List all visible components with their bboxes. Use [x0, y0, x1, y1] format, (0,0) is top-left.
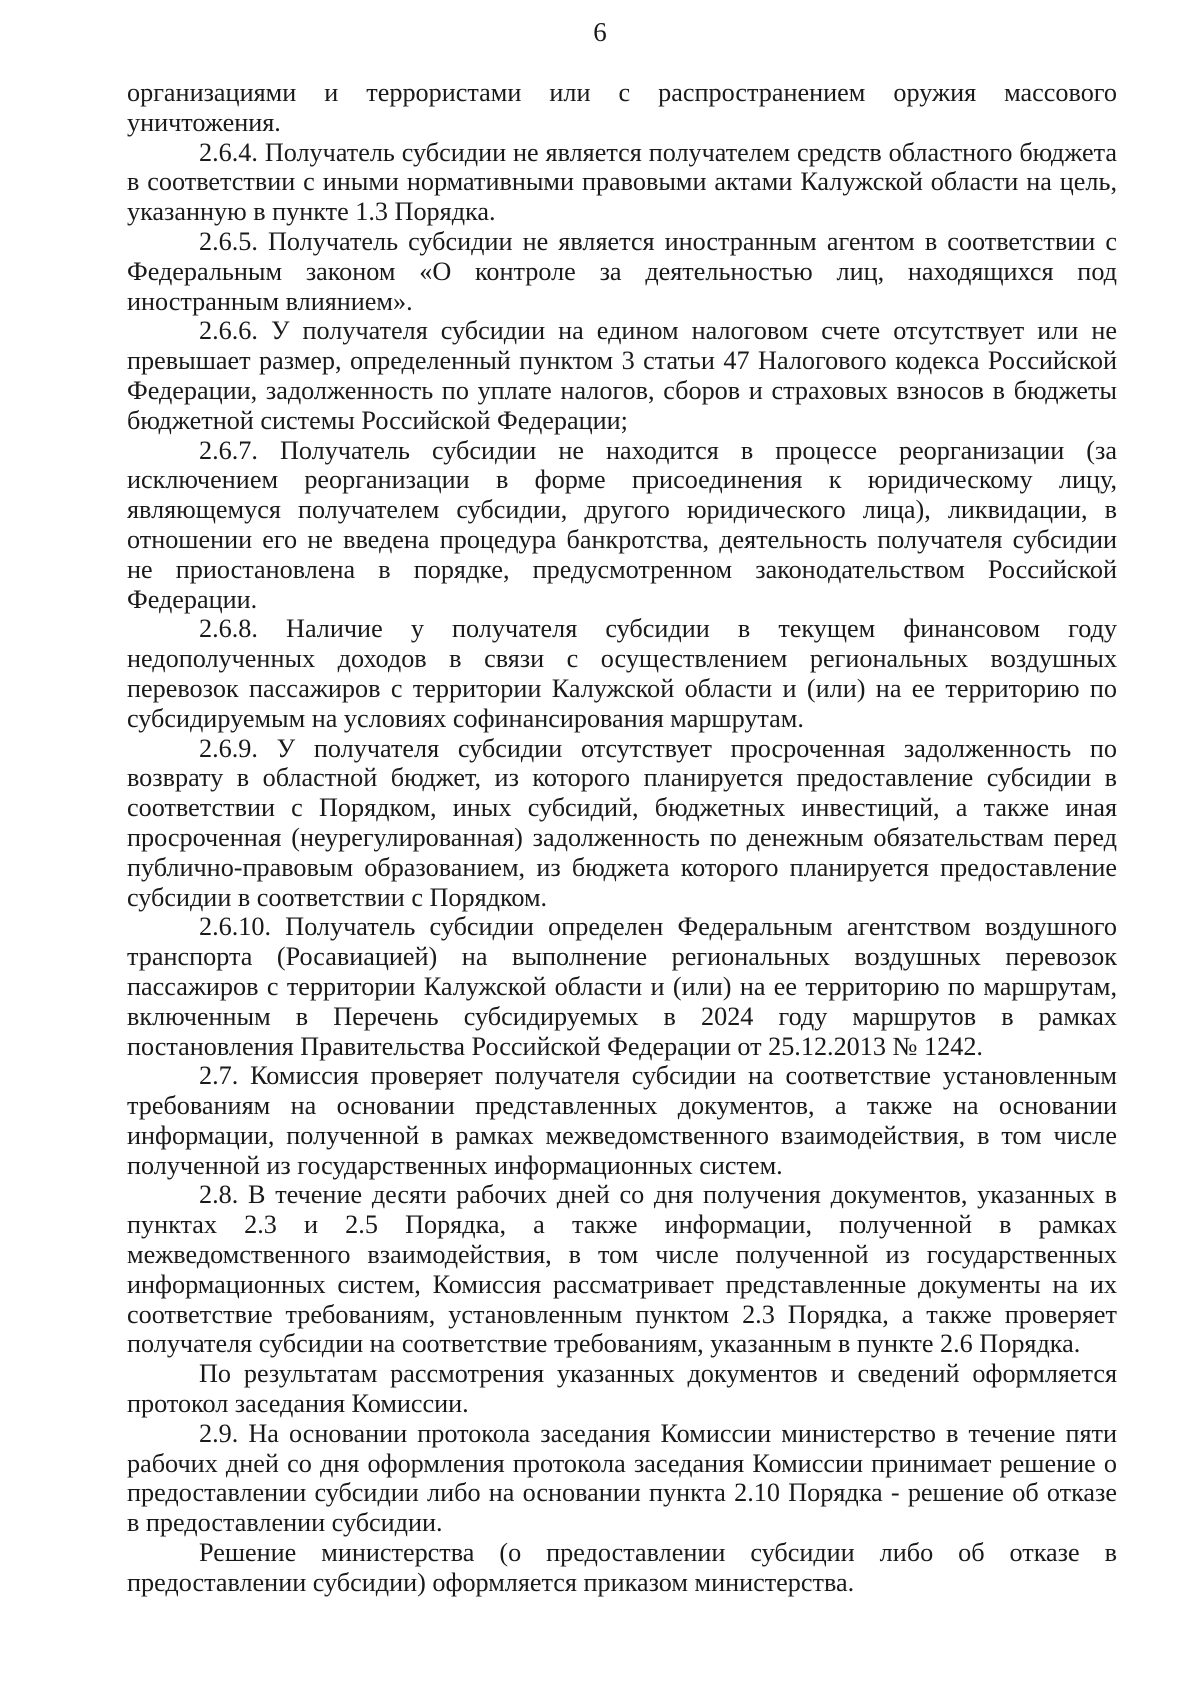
paragraph-2-6-6: 2.6.6. У получателя субсидии на едином налоговом счете отсутствует или не превышает размер, определенный пунктом 3 статьи 47 Налогового кодекса Российской Федерации, задолженность по уплате налогов, сборов и страховых взносов в бюджеты бюджетной системы Российской Федерации; [127, 316, 1117, 435]
paragraph-2-6-10: 2.6.10. Получатель субсидии определен Федеральным агентством воздушного транспорта (Росавиацией) на выполнение региональных воздушных перевозок пассажиров с территории Калужской области и (или) на ее территорию по маршрутам, включенным в Перечень субсидируемых в 2024 году маршрутов в рамках постановления Правительства Российской Федерации от 25.12.2013 № 1242. [127, 912, 1117, 1061]
paragraph-2-6-8: 2.6.8. Наличие у получателя субсидии в текущем финансовом году недополученных доходов в связи с осуществлением региональных воздушных перевозок пассажиров с территории Калужской области и (или) на ее территорию по субсидируемым на условиях софинансирования маршрутам. [127, 614, 1117, 733]
paragraph-2-6-5: 2.6.5. Получатель субсидии не является иностранным агентом в соответствии с Федеральным законом «О контроле за деятельностью лиц, находящихся под иностранным влиянием». [127, 226, 1117, 316]
paragraph-2-6-9: 2.6.9. У получателя субсидии отсутствует просроченная задолженность по возврату в областной бюджет, из которого планируется предоставление субсидии в соответствии с Порядком, иных субсидий, бюджетных инвестиций, а также иная просроченная (неурегулированная) задолженность по денежным обязательствам перед публично-правовым образованием, из бюджета которого планируется предоставление субсидии в соответствии с Порядком. [127, 733, 1117, 912]
paragraph-continuation: организациями и террористами или с распространением оружия массового уничтожения. [127, 78, 1117, 137]
paragraph-protocol: По результатам рассмотрения указанных документов и сведений оформляется протокол заседания Комиссии. [127, 1359, 1117, 1419]
paragraph-2-6-7: 2.6.7. Получатель субсидии не находится в процессе реорганизации (за исключением реорганизации в форме присоединения к юридическому лицу, являющемуся получателем субсидии, другого юридического лица), ликвидации, в отношении его не введена процедура банкротства, деятельность получателя субсидии не приостановлена в порядке, предусмотренном законодательством Российской Федерации. [127, 435, 1117, 614]
paragraph-2-7: 2.7. Комиссия проверяет получателя субсидии на соответствие установленным требованиям на основании представленных документов, а также на основании информации, полученной в рамках межведомственного взаимодействия, в том числе полученной из государственных информационных систем. [127, 1061, 1117, 1180]
page-number: 6 [593, 17, 607, 47]
paragraph-ministry-decision: Решение министерства (о предоставлении субсидии либо об отказе в предоставлении субсидии) оформляется приказом министерства. [127, 1538, 1117, 1597]
paragraph-2-8: 2.8. В течение десяти рабочих дней со дня получения документов, указанных в пунктах 2.3 и 2.5 Порядка, а также информации, полученной в рамках межведомственного взаимодействия, в том числе полученной из государственных информационных систем, Комиссия рассматривает представленные документы на их соответствие требованиям, установленным пунктом 2.3 Порядка, а также проверяет получателя субсидии на соответствие требованиям, указанным в пункте 2.6 Порядка. [127, 1180, 1117, 1359]
document-body [127, 78, 1117, 1598]
paragraph-2-6-4: 2.6.4. Получатель субсидии не является получателем средств областного бюджета в соответствии с иными нормативными правовыми актами Калужской области на цель, указанную в пункте 1.3 Порядка. [127, 137, 1117, 227]
paragraph-2-9: 2.9. На основании протокола заседания Комиссии министерство в течение пяти рабочих дней со дня оформления протокола заседания Комиссии принимает решение о предоставлении субсидии либо на основании пункта 2.10 Порядка - решение об отказе в предоставлении субсидии. [127, 1418, 1117, 1538]
